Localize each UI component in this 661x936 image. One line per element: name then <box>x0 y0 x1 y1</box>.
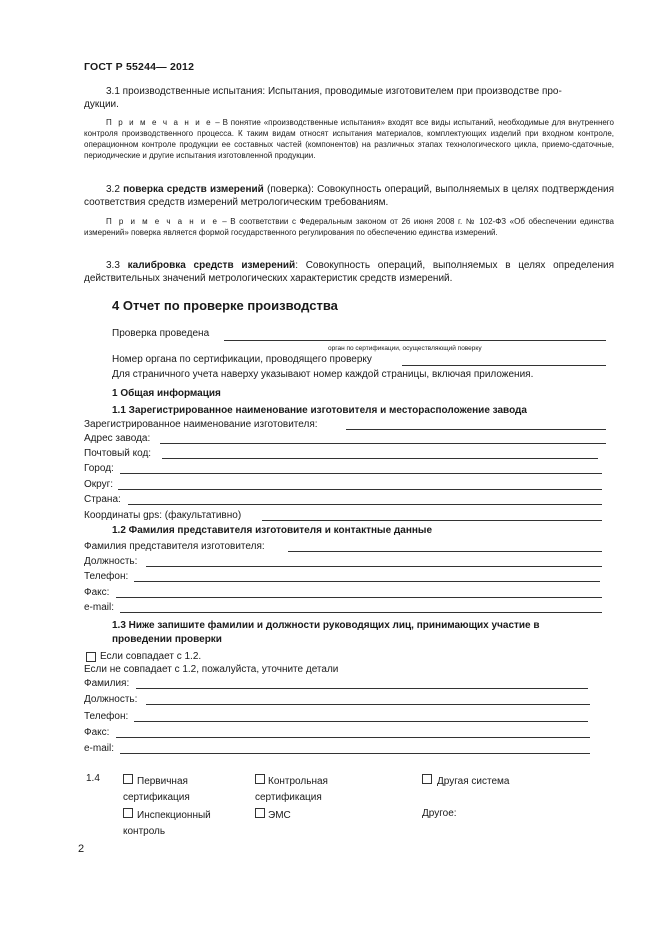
definition-3-1-line2: дукции. <box>84 99 119 110</box>
field-postal-code-label: Почтовый код: <box>84 448 152 459</box>
other-system-label: Другая система <box>437 776 510 787</box>
field-postal-code-input[interactable] <box>162 458 598 459</box>
field-lead-email-label: e-mail: <box>84 743 115 754</box>
subsection-1-3-heading-line1: 1.3 Ниже запишите фамилии и должности руководящих лиц, принимающих участие в <box>112 620 540 631</box>
note-1-text: – В понятие «производственные испытания» входят все виды испытаний, необходимые для внутреннего контроля производственного процесса. К таким видам относят испытания материалов, комплектующих изделий при входном контроле, операционном контроле продукции ее составных частей (компонентов) на различных этапах технологического цикла, приемо-сдаточные, периодические и другие испытания изготовленной продукции. <box>84 118 615 160</box>
field-lead-position-label: Должность: <box>84 694 138 705</box>
field-rep-position-label: Должность: <box>84 556 138 567</box>
field-city-label: Город: <box>84 463 114 474</box>
field-lead-phone-label: Телефон: <box>84 711 129 722</box>
primary-certification-label-1: Первичная <box>137 776 188 787</box>
field-rep-email-label: e-mail: <box>84 602 115 613</box>
subsection-1-1-heading: 1.1 Зарегистрированное наименование изготовителя и месторасположение завода <box>112 405 527 416</box>
document-header: ГОСТ Р 55244— 2012 <box>84 61 195 73</box>
field-city-input[interactable] <box>120 473 602 474</box>
field-district-label: Округ: <box>84 479 114 490</box>
field-rep-name-label: Фамилия представителя изготовителя: <box>84 541 265 552</box>
control-certification-label-2: сертификация <box>255 792 322 803</box>
inspection-control-checkbox[interactable] <box>123 808 133 818</box>
control-certification-label-1: Контрольная <box>268 776 328 787</box>
note-1 <box>84 117 614 161</box>
same-as-1-2-checkbox[interactable] <box>86 652 96 662</box>
note-2-label: П р и м е ч а н и е <box>106 217 219 226</box>
definition-3-1 <box>84 85 614 111</box>
body-number-label: Номер органа по сертификации, проводящего проверку <box>112 354 372 365</box>
note-2 <box>84 216 614 238</box>
same-as-1-2-label: Если совпадает с 1.2. <box>100 651 202 662</box>
section-4-title: 4 Отчет по проверке производства <box>112 298 338 313</box>
field-lead-email-input[interactable] <box>120 753 590 754</box>
definition-3-2-term: поверка средств измерений <box>123 184 264 195</box>
inspection-by-label: Проверка проведена <box>112 328 210 339</box>
field-country-input[interactable] <box>128 504 602 505</box>
field-rep-email-input[interactable] <box>120 612 602 613</box>
field-rep-position-input[interactable] <box>146 566 602 567</box>
subsection-1-3-heading-line2: проведении проверки <box>112 634 222 645</box>
definition-3-2-text: (поверка): Совокупность операций, выполняемых в целях подтверждения соответствия средств измерений метрологическим требованиям. <box>84 184 614 208</box>
pagination-note: Для страничного учета наверху указывают номер каждой страницы, включая приложения. <box>112 369 534 380</box>
field-rep-fax-label: Факс: <box>84 587 110 598</box>
control-certification-checkbox[interactable] <box>255 774 265 784</box>
field-plant-address-input[interactable] <box>160 443 606 444</box>
definition-3-3-text: : Совокупность операций, выполняемых в целях определения действительных значений метрологических характеристик средств измерений. <box>84 260 614 284</box>
general-info-heading: 1 Общая информация <box>112 388 221 399</box>
subsection-1-2-heading: 1.2 Фамилия представителя изготовителя и контактные данные <box>112 525 433 536</box>
field-gps-label: Координаты gps: (факультативно) <box>84 510 242 521</box>
note-1-label: П р и м е ч а н и е <box>106 118 213 127</box>
field-lead-position-input[interactable] <box>146 704 590 705</box>
section-1-4-number: 1.4 <box>86 773 100 784</box>
definition-3-2-num: 3.2 <box>106 184 124 195</box>
field-gps-input[interactable] <box>262 520 602 521</box>
note-2-text: – В соответствии с Федеральным законом от 26 июня 2008 г. № 102-ФЗ «Об обеспечении единства измерений» поверка является формой государственного регулирования по обеспечению единства измерений. <box>84 217 615 237</box>
field-rep-name-input[interactable] <box>288 551 602 552</box>
inspection-control-label-1: Инспекционный <box>137 810 211 821</box>
ems-label: ЭМС <box>268 810 291 821</box>
field-lead-fax-label: Факс: <box>84 727 110 738</box>
definition-3-2 <box>84 183 614 209</box>
other-label: Другое: <box>422 808 457 819</box>
ems-checkbox[interactable] <box>255 808 265 818</box>
definition-3-3-num: 3.3 <box>106 260 128 271</box>
field-registered-name-label: Зарегистрированное наименование изготовителя: <box>84 419 318 430</box>
field-lead-name-label: Фамилия: <box>84 678 130 689</box>
inspection-by-caption: орган по сертификации, осуществляющий поверку <box>328 345 482 352</box>
field-plant-address-label: Адрес завода: <box>84 433 151 444</box>
inspection-control-label-2: контроль <box>123 826 166 837</box>
field-district-input[interactable] <box>118 489 602 490</box>
if-not-same-label: Если не совпадает с 1.2, пожалуйста, уточните детали <box>84 664 339 675</box>
field-lead-phone-input[interactable] <box>134 721 588 722</box>
definition-3-1-line1: 3.1 производственные испытания: Испытания, проводимые изготовителем при производстве про- <box>106 86 562 97</box>
other-system-checkbox[interactable] <box>422 774 432 784</box>
inspection-by-field[interactable] <box>224 340 606 341</box>
definition-3-3-term: калибровка средств измерений <box>127 260 296 271</box>
field-lead-name-input[interactable] <box>136 688 588 689</box>
page-number: 2 <box>78 843 85 855</box>
definition-3-3 <box>84 259 614 285</box>
field-registered-name-input[interactable] <box>346 429 606 430</box>
field-rep-phone-label: Телефон: <box>84 571 129 582</box>
field-rep-fax-input[interactable] <box>116 597 602 598</box>
field-lead-fax-input[interactable] <box>116 737 590 738</box>
body-number-field[interactable] <box>402 365 606 366</box>
primary-certification-checkbox[interactable] <box>123 774 133 784</box>
field-rep-phone-input[interactable] <box>134 581 600 582</box>
field-country-label: Страна: <box>84 494 121 505</box>
primary-certification-label-2: сертификация <box>123 792 190 803</box>
